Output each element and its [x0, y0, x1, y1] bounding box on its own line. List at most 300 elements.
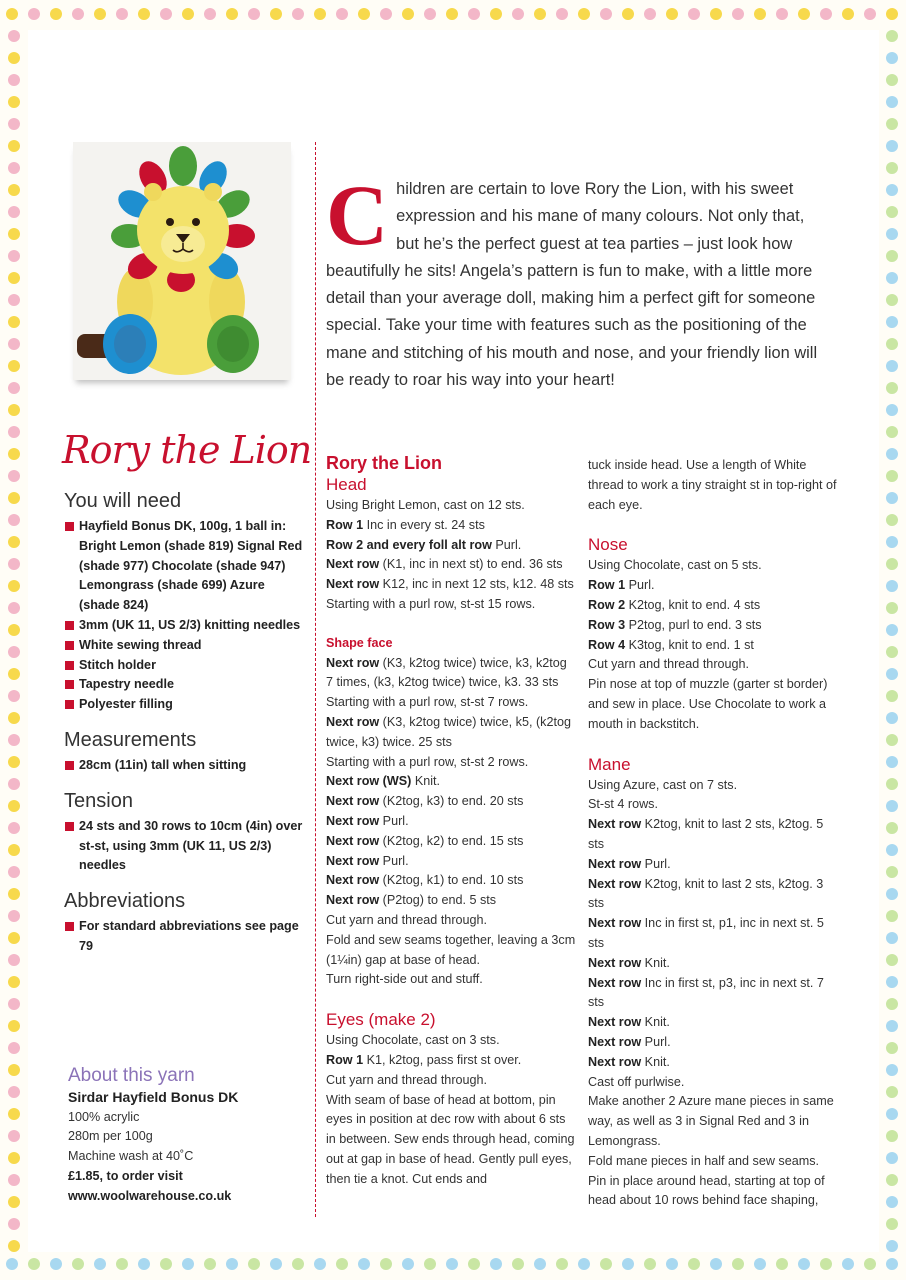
- border-flower-icon: [8, 96, 20, 108]
- mane-instructions: [588, 776, 838, 1212]
- head-row-text: Inc in every st. 24 sts: [363, 517, 485, 532]
- face-line: [326, 772, 576, 792]
- abbreviations-heading: Abbreviations: [64, 890, 186, 913]
- border-flower-icon: [864, 8, 876, 20]
- border-flower-icon: [8, 294, 20, 306]
- head-row-text: K12, inc in next 12 sts, k12. 48 sts: [379, 577, 574, 592]
- border-flower-icon: [94, 8, 106, 20]
- border-flower-icon: [622, 1258, 634, 1270]
- border-flower-icon: [160, 8, 172, 20]
- border-flower-icon: [8, 690, 20, 702]
- border-flower-icon: [886, 96, 898, 108]
- face-row-label: Next row: [326, 873, 380, 888]
- face-row-text: (K2tog, k2) to end. 15 sts: [379, 833, 524, 848]
- square-bullet-icon: [65, 641, 74, 650]
- border-flower-icon: [886, 580, 898, 592]
- border-flower-icon: [688, 8, 700, 20]
- eyes-row-text: Using Chocolate, cast on 3 sts.: [326, 1033, 500, 1048]
- border-flower-icon: [8, 514, 20, 526]
- border-flower-icon: [886, 800, 898, 812]
- border-flower-icon: [534, 8, 546, 20]
- border-flower-icon: [8, 382, 20, 394]
- border-flower-icon: [468, 1258, 480, 1270]
- border-flower-icon: [556, 1258, 568, 1270]
- square-bullet-icon: [65, 700, 74, 709]
- tension-item: [64, 817, 304, 876]
- mane-line: [588, 1013, 838, 1033]
- mane-row-text: K2tog, knit to last 2 sts, k2tog. 3 sts: [588, 876, 824, 911]
- square-bullet-icon: [65, 680, 74, 689]
- border-flower-icon: [8, 470, 20, 482]
- border-flower-icon: [534, 1258, 546, 1270]
- face-line: [326, 792, 576, 812]
- border-flower-icon: [886, 1042, 898, 1054]
- face-row-text: (P2tog) to end. 5 sts: [379, 893, 497, 908]
- mane-row-label: Next row: [588, 975, 642, 990]
- need-item: [64, 517, 304, 616]
- border-flower-icon: [50, 1258, 62, 1270]
- nose-row-label: Row 3: [588, 617, 626, 632]
- border-flower-icon: [314, 1258, 326, 1270]
- border-flower-icon: [8, 646, 20, 658]
- need-item-text: Tapestry needle: [79, 677, 174, 692]
- abbreviation-item-text: For standard abbreviations see page 79: [79, 919, 299, 953]
- mane-row-label: Next row: [588, 876, 642, 891]
- border-flower-icon: [886, 778, 898, 790]
- face-row-text: Purl.: [379, 813, 409, 828]
- mane-row-label: Next row: [588, 1054, 642, 1069]
- nose-row-text: Cut yarn and thread through.: [588, 657, 750, 672]
- border-flower-icon: [8, 162, 20, 174]
- border-flower-icon: [402, 1258, 414, 1270]
- mane-line: [588, 875, 838, 915]
- border-flower-icon: [820, 1258, 832, 1270]
- mane-row-label: Next row: [588, 1034, 642, 1049]
- border-flower-icon: [886, 822, 898, 834]
- tension-heading: Tension: [64, 789, 133, 812]
- head-instructions: [326, 496, 576, 615]
- border-flower-icon: [28, 8, 40, 20]
- border-flower-icon: [886, 1152, 898, 1164]
- border-flower-icon: [644, 8, 656, 20]
- need-item-text: Polyester filling: [79, 697, 173, 712]
- border-flower-icon: [204, 1258, 216, 1270]
- column-divider: [315, 142, 316, 1217]
- border-flower-icon: [358, 8, 370, 20]
- border-flower-icon: [710, 1258, 722, 1270]
- border-flower-icon: [886, 52, 898, 64]
- nose-heading: Nose: [588, 535, 628, 555]
- need-item: [64, 616, 304, 636]
- face-row-text: Starting with a purl row, st-st 7 rows.: [326, 695, 529, 710]
- face-row-text: Purl.: [379, 853, 409, 868]
- abbreviation-item: [64, 917, 304, 957]
- border-flower-icon: [886, 250, 898, 262]
- yarn-name: Sirdar Hayfield Bonus DK: [68, 1088, 239, 1105]
- border-flower-icon: [314, 8, 326, 20]
- border-flower-icon: [8, 536, 20, 548]
- eyes-line: [326, 1031, 576, 1051]
- yarn-price: £1.85, to order visit: [68, 1168, 183, 1183]
- border-flower-icon: [28, 1258, 40, 1270]
- border-flower-icon: [138, 8, 150, 20]
- measurement-item: [64, 756, 304, 776]
- border-flower-icon: [886, 1086, 898, 1098]
- border-flower-icon: [886, 118, 898, 130]
- border-flower-icon: [886, 866, 898, 878]
- mane-row-text: Purl.: [641, 856, 671, 871]
- border-flower-icon: [776, 8, 788, 20]
- border-flower-icon: [666, 8, 678, 20]
- pattern-column-2: [588, 456, 838, 1211]
- nose-row-text: P2tog, purl to end. 3 sts: [625, 617, 762, 632]
- border-flower-icon: [8, 118, 20, 130]
- border-flower-icon: [886, 162, 898, 174]
- face-row-label: Next row: [326, 833, 380, 848]
- mane-row-label: Next row: [588, 916, 642, 931]
- need-item: [64, 695, 304, 715]
- need-item: [64, 656, 304, 676]
- mane-row-text: Purl.: [641, 1034, 671, 1049]
- lion-illustration: [73, 142, 291, 380]
- border-flower-icon: [886, 316, 898, 328]
- border-flower-icon: [644, 1258, 656, 1270]
- border-flower-icon: [886, 1258, 898, 1270]
- border-flower-icon: [402, 8, 414, 20]
- border-flower-icon: [578, 8, 590, 20]
- border-flower-icon: [512, 8, 524, 20]
- border-flower-icon: [886, 690, 898, 702]
- face-line: [326, 911, 576, 931]
- face-line: [326, 832, 576, 852]
- border-flower-icon: [138, 1258, 150, 1270]
- border-flower-icon: [248, 8, 260, 20]
- border-flower-icon: [886, 624, 898, 636]
- shape-face-instructions: [326, 654, 576, 991]
- tension-item-text: 24 sts and 30 rows to 10cm (4in) over st-st, using 3mm (UK 11, US 2/3) needles: [79, 818, 303, 873]
- border-flower-icon: [8, 30, 20, 42]
- border-flower-icon: [8, 1042, 20, 1054]
- measurements-heading: Measurements: [64, 728, 197, 751]
- border-flower-icon: [380, 1258, 392, 1270]
- mane-row-text: Cast off purlwise.: [588, 1074, 685, 1089]
- face-row-text: Cut yarn and thread through.: [326, 912, 488, 927]
- eyes-row-text: Cut yarn and thread through.: [326, 1072, 488, 1087]
- border-flower-icon: [8, 1174, 20, 1186]
- border-flower-icon: [8, 910, 20, 922]
- border-flower-icon: [886, 844, 898, 856]
- border-flower-icon: [8, 1130, 20, 1142]
- need-item: [64, 636, 304, 656]
- mane-line: [588, 776, 838, 796]
- border-flower-icon: [600, 8, 612, 20]
- nose-row-text: K2tog, knit to end. 4 sts: [625, 597, 761, 612]
- border-flower-icon: [182, 8, 194, 20]
- mane-row-label: Next row: [588, 817, 642, 832]
- mane-row-text: Using Azure, cast on 7 sts.: [588, 777, 738, 792]
- border-flower-icon: [886, 998, 898, 1010]
- border-flower-icon: [886, 206, 898, 218]
- need-item: [64, 675, 304, 695]
- border-flower-icon: [8, 1020, 20, 1032]
- mane-line: [588, 1073, 838, 1093]
- head-line: [326, 595, 576, 615]
- border-flower-icon: [886, 140, 898, 152]
- border-flower-icon: [556, 8, 568, 20]
- border-flower-icon: [116, 1258, 128, 1270]
- border-flower-icon: [226, 8, 238, 20]
- mane-row-label: Next row: [588, 1015, 642, 1030]
- intro-paragraph: [326, 167, 826, 394]
- border-flower-icon: [8, 976, 20, 988]
- mane-row-text: Knit.: [641, 1015, 670, 1030]
- border-flower-icon: [8, 888, 20, 900]
- border-flower-icon: [886, 668, 898, 680]
- border-flower-icon: [424, 1258, 436, 1270]
- you-will-need-heading: You will need: [64, 490, 182, 512]
- border-flower-icon: [886, 1020, 898, 1032]
- border-flower-icon: [886, 976, 898, 988]
- need-item-text: Stitch holder: [79, 657, 156, 672]
- eyes-continued: tuck inside head. Use a length of White thread to work a tiny straight st in top-right of each eye.: [588, 458, 837, 512]
- face-row-text: Starting with a purl row, st-st 2 rows.: [326, 754, 529, 769]
- you-will-need-list: [64, 517, 304, 715]
- face-row-label: Next row: [326, 655, 380, 670]
- eyes-instructions: [326, 1031, 576, 1189]
- border-flower-icon: [688, 1258, 700, 1270]
- head-line: [326, 555, 576, 575]
- face-line: [326, 713, 576, 753]
- face-row-text: (K3, k2tog twice) twice, k5, (k2tog twice, k3) twice. 25 sts: [326, 714, 571, 749]
- border-flower-icon: [8, 448, 20, 460]
- border-flower-icon: [8, 74, 20, 86]
- head-line: [326, 496, 576, 516]
- border-flower-icon: [886, 272, 898, 284]
- head-row-text: Starting with a purl row, st-st 15 rows.: [326, 596, 536, 611]
- mane-row-text: Make another 2 Azure mane pieces in same way, as well as 3 in Signal Red and 3 in Lemongrass.: [588, 1094, 834, 1148]
- border-flower-icon: [8, 668, 20, 680]
- border-flower-icon: [8, 206, 20, 218]
- mane-line: [588, 914, 838, 954]
- yarn-heading: About this yarn: [68, 1065, 195, 1086]
- mane-line: [588, 1033, 838, 1053]
- script-title: Rory the Lion: [62, 428, 312, 472]
- border-flower-icon: [8, 360, 20, 372]
- border-flower-icon: [886, 646, 898, 658]
- face-row-text: (K3, k2tog twice) twice, k3, k2tog 7 times, (k3, k2tog twice) twice, k3. 33 sts: [326, 655, 567, 690]
- border-flower-icon: [8, 140, 20, 152]
- border-flower-icon: [424, 8, 436, 20]
- border-flower-icon: [50, 8, 62, 20]
- head-line: [326, 575, 576, 595]
- border-flower-icon: [622, 8, 634, 20]
- face-line: [326, 812, 576, 832]
- border-flower-icon: [886, 514, 898, 526]
- border-flower-icon: [886, 8, 898, 20]
- yarn-url[interactable]: www.woolwarehouse.co.uk: [68, 1188, 232, 1203]
- face-line: [326, 891, 576, 911]
- border-flower-icon: [886, 734, 898, 746]
- head-heading: Head: [326, 475, 367, 494]
- border-flower-icon: [8, 844, 20, 856]
- border-flower-icon: [8, 1196, 20, 1208]
- border-flower-icon: [490, 1258, 502, 1270]
- border-flower-icon: [886, 954, 898, 966]
- border-flower-icon: [886, 30, 898, 42]
- need-item-text: White sewing thread: [79, 637, 202, 652]
- border-flower-icon: [886, 1240, 898, 1252]
- border-flower-icon: [8, 624, 20, 636]
- border-flower-icon: [666, 1258, 678, 1270]
- yarn-line-1: 100% acrylic: [68, 1109, 140, 1124]
- border-flower-icon: [226, 1258, 238, 1270]
- border-flower-icon: [820, 8, 832, 20]
- border-flower-icon: [886, 426, 898, 438]
- mane-line: [588, 1152, 838, 1211]
- border-flower-icon: [160, 1258, 172, 1270]
- border-flower-icon: [886, 558, 898, 570]
- face-row-text: (K2tog, k1) to end. 10 sts: [379, 873, 524, 888]
- mane-row-text: Fold mane pieces in half and sew seams. Pin in place around head, starting at top of head about 10 rows behind face shaping,: [588, 1153, 825, 1208]
- border-flower-icon: [8, 954, 20, 966]
- border-flower-icon: [842, 8, 854, 20]
- border-flower-icon: [600, 1258, 612, 1270]
- face-row-text: Knit.: [411, 774, 441, 789]
- border-flower-icon: [8, 1086, 20, 1098]
- border-flower-icon: [8, 734, 20, 746]
- face-line: [326, 753, 576, 773]
- border-flower-icon: [490, 8, 502, 20]
- border-flower-icon: [8, 800, 20, 812]
- border-flower-icon: [182, 1258, 194, 1270]
- border-flower-icon: [72, 1258, 84, 1270]
- head-line: [326, 536, 576, 556]
- intro-text: hildren are certain to love Rory the Lion, with his sweet expression and his mane of many colours. Not only that, but he’s the perfect guest at tea parties – just look how beautifully he sits! Angela’s pattern is fun to make, with a little more detail than your average doll, making him a perfect gift for someone special. Take your time with features such as the positioning of the mane and stitching of his mouth and nose, and your friendly lion will be ready to roar his way into your heart!: [326, 180, 818, 390]
- eyes-heading: Eyes (make 2): [326, 1010, 436, 1030]
- border-flower-icon: [204, 8, 216, 20]
- border-flower-icon: [336, 8, 348, 20]
- nose-line: [588, 636, 838, 656]
- nose-line: [588, 596, 838, 616]
- border-flower-icon: [886, 294, 898, 306]
- nose-row-label: Row 2: [588, 597, 626, 612]
- border-flower-icon: [8, 52, 20, 64]
- face-line: [326, 931, 576, 971]
- nose-line: [588, 616, 838, 636]
- border-flower-icon: [886, 448, 898, 460]
- mane-line: [588, 855, 838, 875]
- border-flower-icon: [468, 8, 480, 20]
- mane-line: [588, 1092, 838, 1151]
- border-flower-icon: [8, 866, 20, 878]
- border-flower-icon: [8, 1152, 20, 1164]
- border-flower-icon: [864, 1258, 876, 1270]
- head-row-label: Next row: [326, 557, 380, 572]
- face-row-text: Turn right-side out and stuff.: [326, 972, 483, 987]
- eyes-row-text: With seam of base of head at bottom, pin eyes in position at dec row with about 6 sts in between. Sew ends through head, coming out at gap in base of head. Gently pull eyes, then tie a knot. Cut ends and: [326, 1092, 575, 1186]
- face-row-label: Next row: [326, 813, 380, 828]
- border-flower-icon: [248, 1258, 260, 1270]
- mane-row-text: Knit.: [641, 1054, 670, 1069]
- head-row-text: (K1, inc in next st) to end. 36 sts: [379, 557, 563, 572]
- nose-line: [588, 655, 838, 675]
- border-flower-icon: [710, 8, 722, 20]
- square-bullet-icon: [65, 661, 74, 670]
- border-flower-icon: [446, 8, 458, 20]
- border-flower-icon: [886, 888, 898, 900]
- mane-row-text: Inc in first st, p1, inc in next st. 5 sts: [588, 916, 824, 950]
- border-flower-icon: [8, 756, 20, 768]
- border-flower-icon: [886, 382, 898, 394]
- mane-heading: Mane: [588, 754, 631, 774]
- eyes-line: [326, 1071, 576, 1091]
- border-flower-icon: [8, 316, 20, 328]
- nose-row-label: Row 4: [588, 637, 626, 652]
- pattern-title: Rory the Lion: [326, 453, 442, 473]
- nose-row-text: Purl.: [625, 578, 655, 593]
- need-item-text: 3mm (UK 11, US 2/3) knitting needles: [79, 617, 301, 632]
- head-row-text: Purl.: [491, 537, 522, 552]
- border-flower-icon: [336, 1258, 348, 1270]
- border-flower-icon: [8, 184, 20, 196]
- square-bullet-icon: [65, 922, 74, 931]
- requirements-column: [64, 490, 304, 957]
- square-bullet-icon: [65, 761, 74, 770]
- eyes-line: [326, 1091, 576, 1190]
- border-flower-icon: [8, 1218, 20, 1230]
- measurements-list: [64, 756, 304, 776]
- border-flower-icon: [886, 360, 898, 372]
- face-line: [326, 693, 576, 713]
- border-flower-icon: [886, 756, 898, 768]
- mane-row-text: St-st 4 rows.: [588, 797, 658, 812]
- border-flower-icon: [270, 1258, 282, 1270]
- border-flower-icon: [886, 602, 898, 614]
- mane-line: [588, 815, 838, 855]
- head-row-label: Row 1: [326, 517, 364, 532]
- border-flower-icon: [8, 580, 20, 592]
- border-flower-icon: [358, 1258, 370, 1270]
- border-flower-icon: [886, 536, 898, 548]
- border-flower-icon: [8, 404, 20, 416]
- border-flower-icon: [798, 1258, 810, 1270]
- border-flower-icon: [842, 1258, 854, 1270]
- mane-line: [588, 1053, 838, 1073]
- border-flower-icon: [886, 74, 898, 86]
- border-flower-icon: [8, 558, 20, 570]
- shape-face-heading: Shape face: [326, 635, 393, 650]
- nose-line: [588, 556, 838, 576]
- mane-row-label: Next row: [588, 856, 642, 871]
- border-flower-icon: [886, 338, 898, 350]
- border-flower-icon: [8, 272, 20, 284]
- head-line: [326, 516, 576, 536]
- face-row-label: Next row: [326, 714, 380, 729]
- mane-line: [588, 974, 838, 1014]
- border-flower-icon: [8, 338, 20, 350]
- border-flower-icon: [886, 492, 898, 504]
- nose-row-text: Pin nose at top of muzzle (garter st border) and sew in place. Use Chocolate to work a mouth in backstitch.: [588, 677, 828, 731]
- head-row-text: Using Bright Lemon, cast on 12 sts.: [326, 498, 525, 512]
- border-flower-icon: [886, 1130, 898, 1142]
- border-flower-icon: [886, 1196, 898, 1208]
- border-flower-icon: [754, 8, 766, 20]
- border-flower-icon: [8, 778, 20, 790]
- nose-instructions: [588, 556, 838, 734]
- mane-line: [588, 954, 838, 974]
- nose-row-label: Row 1: [588, 578, 626, 593]
- face-line: [326, 871, 576, 891]
